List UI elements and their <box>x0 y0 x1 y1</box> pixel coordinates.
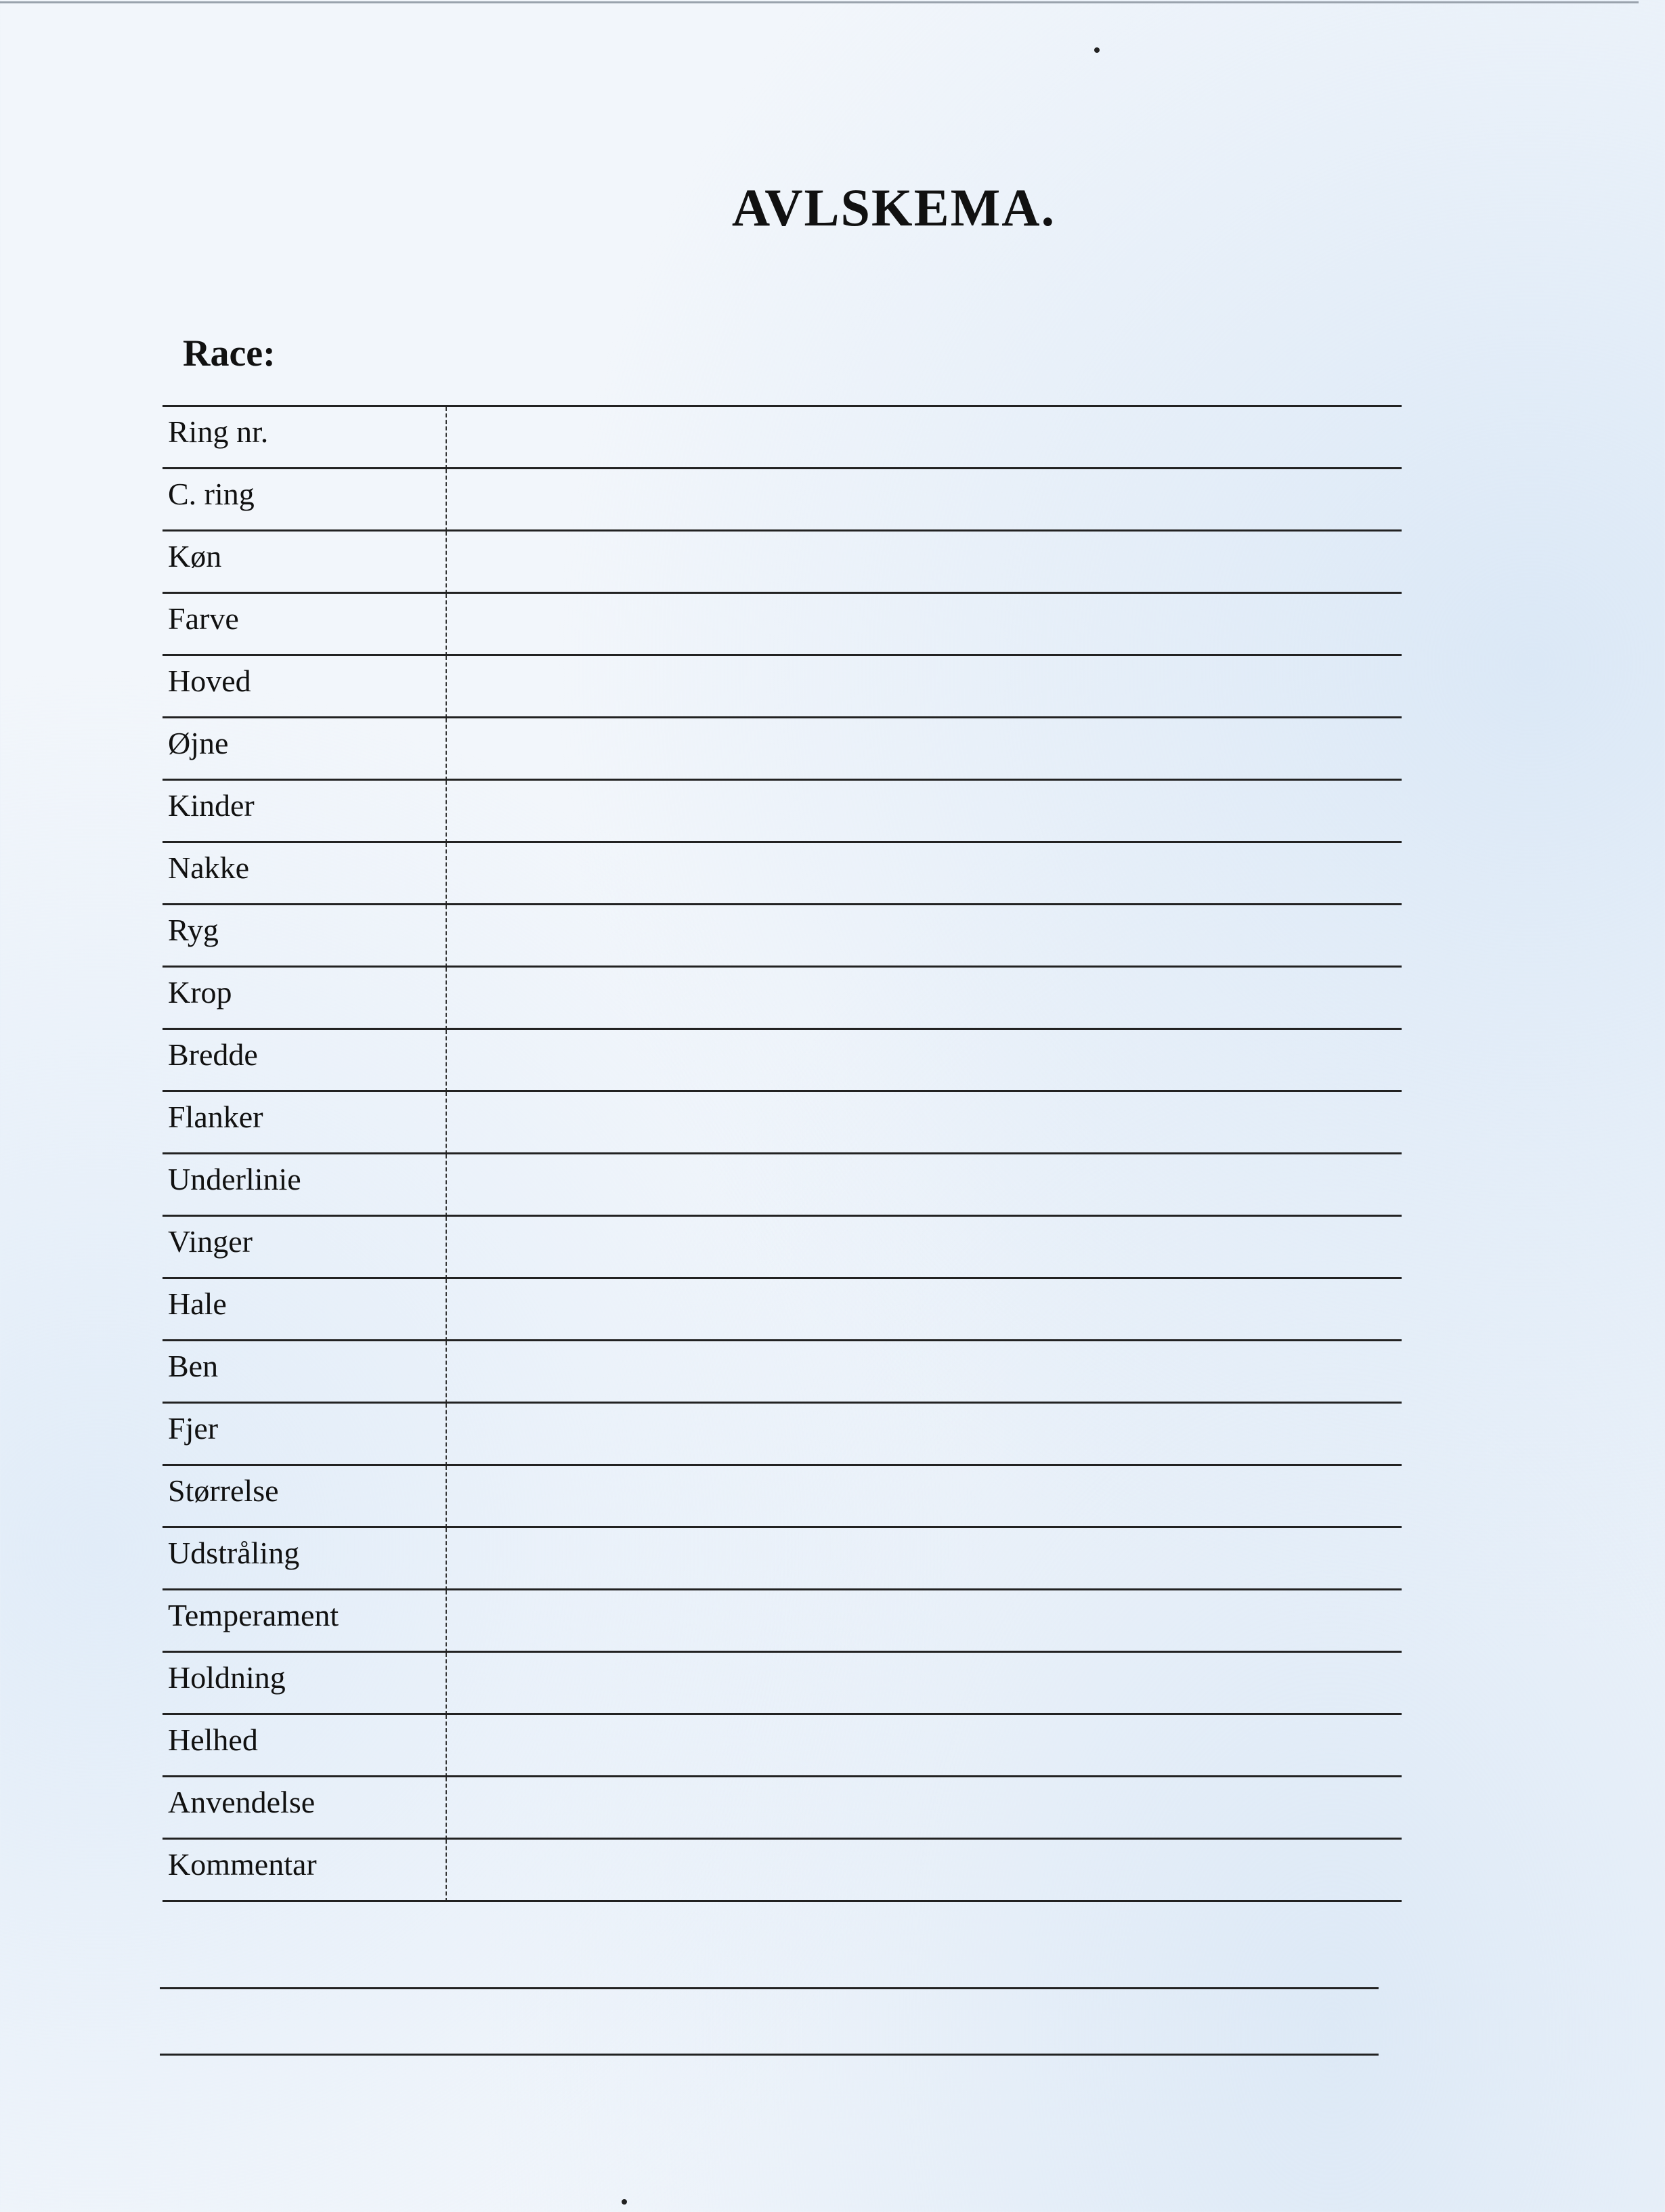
column-divider <box>446 469 447 532</box>
form-row <box>163 1838 1402 1900</box>
form-row <box>163 467 1402 529</box>
column-divider <box>446 532 447 594</box>
column-divider <box>446 1840 447 1902</box>
field-value[interactable] <box>460 1722 1395 1765</box>
column-divider <box>446 1154 447 1217</box>
form-bottom-rule <box>163 1900 1402 1902</box>
field-value[interactable] <box>460 912 1395 955</box>
field-label: Bredde <box>168 1037 258 1072</box>
field-value[interactable] <box>460 1348 1395 1391</box>
form-row <box>163 716 1402 779</box>
column-divider <box>446 1528 447 1590</box>
field-label: Helhed <box>168 1722 258 1757</box>
field-label: Hale <box>168 1286 227 1321</box>
field-value[interactable] <box>460 974 1395 1018</box>
column-divider <box>446 1590 447 1653</box>
column-divider <box>446 407 447 469</box>
field-label: Farve <box>168 601 239 636</box>
form-row <box>163 1215 1402 1277</box>
field-label: Hoved <box>168 664 251 698</box>
page-title: AVLSKEMA. <box>731 178 1056 237</box>
column-divider <box>446 656 447 718</box>
form-row <box>163 841 1402 903</box>
form-row <box>163 1339 1402 1402</box>
field-value[interactable] <box>460 1660 1395 1703</box>
column-divider <box>446 1777 447 1840</box>
field-value[interactable] <box>460 1161 1395 1205</box>
column-divider <box>446 1715 447 1777</box>
field-value[interactable] <box>460 601 1395 644</box>
field-label: Udstråling <box>168 1536 300 1570</box>
field-value[interactable] <box>460 1473 1395 1516</box>
field-value[interactable] <box>460 1223 1395 1267</box>
field-label: Flanker <box>168 1100 263 1134</box>
field-label: Ryg <box>168 913 219 947</box>
field-label: Vinger <box>168 1224 253 1259</box>
field-label: Ring nr. <box>168 414 269 449</box>
field-label: Underlinie <box>168 1162 301 1196</box>
form-row <box>163 966 1402 1028</box>
field-value[interactable] <box>460 476 1395 519</box>
field-value[interactable] <box>460 1410 1395 1454</box>
column-divider <box>446 718 447 781</box>
field-value[interactable] <box>460 414 1395 457</box>
race-label: Race: <box>183 332 276 374</box>
extra-writing-lines <box>160 1987 1379 2120</box>
form-row <box>163 1402 1402 1464</box>
form-row <box>163 1775 1402 1838</box>
field-value[interactable] <box>460 1597 1395 1641</box>
field-label: C. ring <box>168 477 255 511</box>
column-divider <box>446 1653 447 1715</box>
field-label: Holdning <box>168 1660 286 1695</box>
column-divider <box>446 1404 447 1466</box>
field-value[interactable] <box>460 1846 1395 1890</box>
column-divider <box>446 1466 447 1528</box>
column-divider <box>446 905 447 968</box>
field-value[interactable] <box>460 1784 1395 1827</box>
scan-speck <box>622 2199 627 2205</box>
field-value[interactable] <box>460 538 1395 582</box>
form-row <box>163 1588 1402 1651</box>
column-divider <box>446 1092 447 1154</box>
field-label: Kommentar <box>168 1847 317 1882</box>
form-row <box>163 1028 1402 1090</box>
breeding-form <box>163 405 1402 1902</box>
field-label: Krop <box>168 975 232 1010</box>
writing-line <box>160 2054 1379 2056</box>
field-label: Fjer <box>168 1411 219 1446</box>
field-label: Kinder <box>168 788 255 823</box>
form-row <box>163 1090 1402 1152</box>
field-label: Ben <box>168 1349 219 1383</box>
form-row <box>163 405 1402 467</box>
field-value[interactable] <box>460 725 1395 768</box>
field-value[interactable] <box>460 850 1395 893</box>
form-row <box>163 1651 1402 1713</box>
field-label: Nakke <box>168 850 250 885</box>
field-value[interactable] <box>460 1535 1395 1578</box>
field-label: Køn <box>168 539 222 573</box>
column-divider <box>446 1030 447 1092</box>
column-divider <box>446 1279 447 1341</box>
field-value[interactable] <box>460 1099 1395 1142</box>
form-row <box>163 1277 1402 1339</box>
field-value[interactable] <box>460 787 1395 831</box>
column-divider <box>446 843 447 905</box>
writing-line <box>160 1987 1379 1989</box>
form-row <box>163 1526 1402 1588</box>
scan-speck <box>1094 47 1100 53</box>
field-value[interactable] <box>460 1037 1395 1080</box>
form-row <box>163 903 1402 966</box>
column-divider <box>446 1217 447 1279</box>
column-divider <box>446 968 447 1030</box>
form-row <box>163 654 1402 716</box>
column-divider <box>446 781 447 843</box>
form-row <box>163 1152 1402 1215</box>
column-divider <box>446 594 447 656</box>
column-divider <box>446 1341 447 1404</box>
field-label: Størrelse <box>168 1473 279 1508</box>
form-row <box>163 1464 1402 1526</box>
form-row <box>163 1713 1402 1775</box>
field-label: Anvendelse <box>168 1785 316 1819</box>
field-label: Øjne <box>168 726 229 760</box>
form-row <box>163 529 1402 592</box>
field-label: Temperament <box>168 1598 339 1632</box>
form-row <box>163 592 1402 654</box>
page-top-edge <box>0 1 1639 3</box>
field-value[interactable] <box>460 663 1395 706</box>
form-row <box>163 779 1402 841</box>
field-value[interactable] <box>460 1286 1395 1329</box>
